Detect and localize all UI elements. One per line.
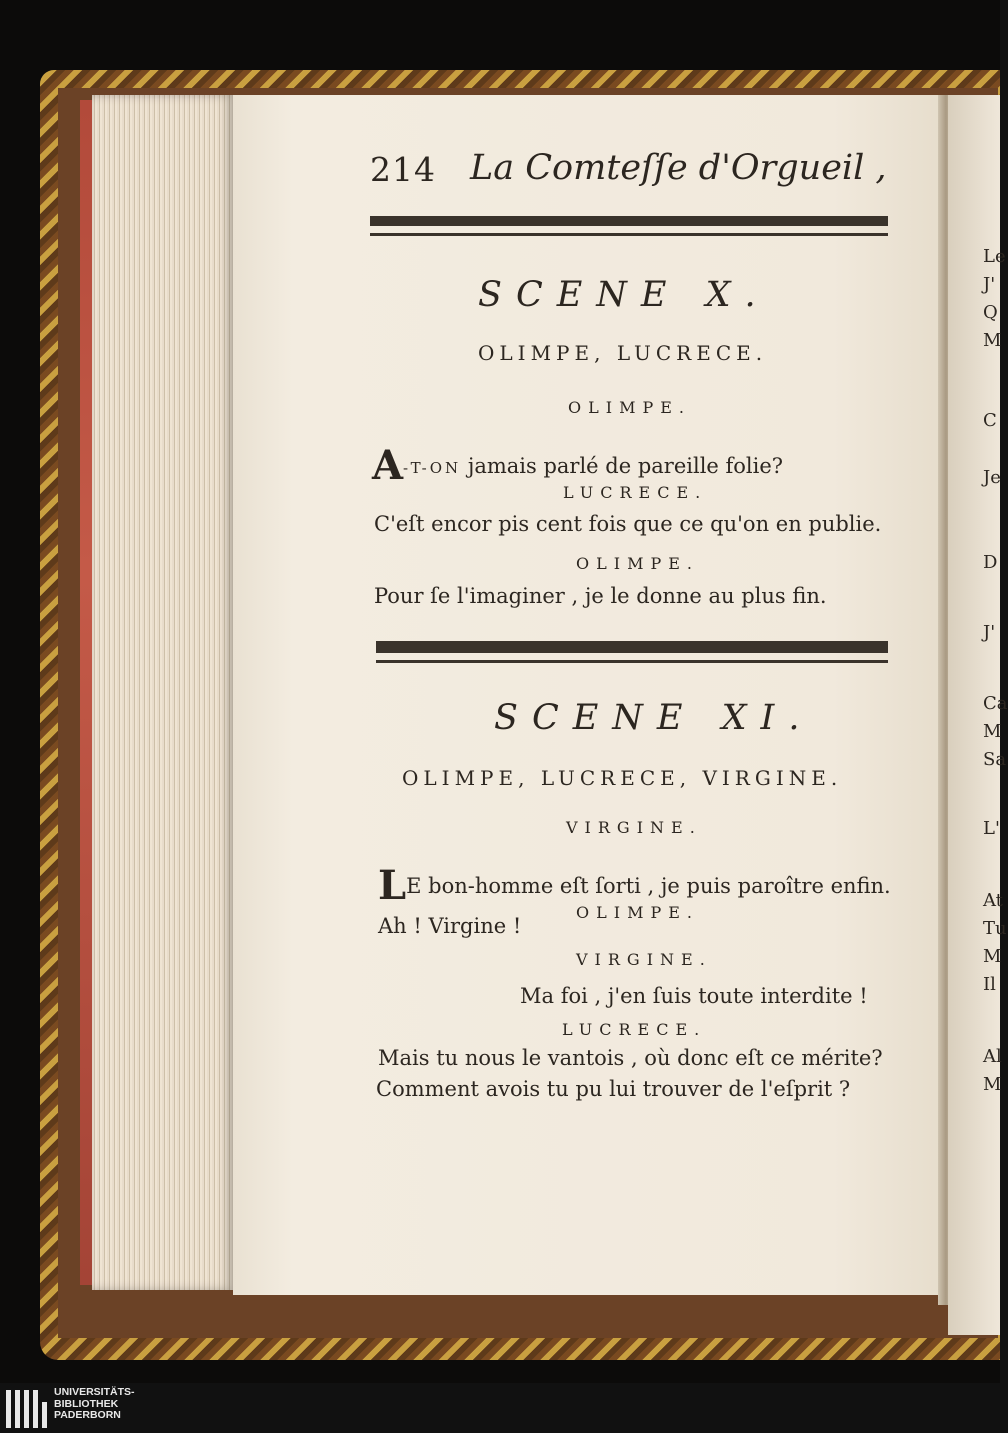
verse-line: Comment avois tu pu lui trouver de l'eſprit ? [376, 1077, 851, 1101]
running-title: La Comteſſe d'Orgueil , [470, 148, 887, 188]
speaker-label: LUCRECE. [562, 1020, 707, 1039]
speaker-label: LUCRECE. [563, 483, 708, 502]
page-number: 214 [370, 150, 436, 189]
speaker-label: VIRGINE. [576, 950, 712, 969]
scene-xi-title: SCENE XI. [494, 698, 814, 738]
facing-page-fragment: M [983, 330, 1002, 351]
scene-xi-cast: OLIMPE, LUCRECE, VIRGINE. [402, 766, 843, 790]
facing-page-fragment: Al [983, 1046, 1002, 1067]
footer-bar [0, 1383, 1000, 1433]
facing-page-fragment: Sa [983, 749, 1007, 770]
header-rule-thin [370, 233, 888, 236]
facing-page-fragment: Tu [983, 918, 1007, 939]
facing-page-fragment: M [983, 721, 1002, 742]
header-rule-thick [370, 216, 888, 226]
facing-page-fragment: D [983, 552, 998, 573]
verse-line: Ma foi , j'en ſuis toute interdite ! [520, 984, 868, 1008]
facing-page-fragment: C [983, 410, 997, 431]
facing-page-fragment: M [983, 1074, 1002, 1095]
verse-line [378, 856, 891, 909]
verse-text: jamais parlé de pareille folie? [461, 454, 784, 478]
speaker-label: VIRGINE. [566, 818, 702, 837]
scene-x-cast: OLIMPE, LUCRECE. [478, 341, 768, 365]
verse-line: Ah ! Virgine ! [378, 914, 522, 938]
speaker-label: OLIMPE. [576, 903, 699, 922]
facing-page-fragment: Q [983, 302, 998, 323]
verse-line [372, 436, 784, 489]
drop-capital: L [378, 862, 407, 909]
facing-page-fragment: L' [983, 818, 1000, 839]
facing-page-fragment: Ca [983, 693, 1008, 714]
scene-rule-thin [376, 660, 888, 663]
scene-rule-thick [376, 641, 888, 653]
page-block-edges [92, 95, 234, 1290]
facing-page-fragment: J' [983, 622, 996, 643]
verse-line: Pour ſe l'imaginer , je le donne au plus fin. [374, 584, 827, 608]
facing-page-fragment: At [983, 890, 1003, 911]
scene-x-title: SCENE X. [478, 275, 770, 315]
facing-page-fragment: Je [983, 467, 1001, 488]
facing-page-fragment: J' [983, 274, 996, 295]
speaker-label: OLIMPE. [568, 398, 691, 417]
library-name: UNIVERSITÄTS- BIBLIOTHEK PADERBORN [54, 1386, 135, 1421]
speaker-label: OLIMPE. [576, 554, 699, 573]
small-caps-text: -T-ON [403, 459, 462, 477]
facing-page-fragment: Il [983, 974, 996, 995]
drop-capital: A [372, 442, 404, 489]
facing-page-fragment: M [983, 946, 1002, 967]
verse-text: E bon-homme eſt ſorti , je puis paroître enfin. [406, 874, 891, 898]
facing-page-fragment: Le [983, 246, 1006, 267]
verse-line: C'eſt encor pis cent fois que ce qu'on en publie. [374, 512, 882, 536]
library-logo-icon [6, 1390, 48, 1428]
verse-line: Mais tu nous le vantois , où donc eſt ce mérite? [378, 1046, 883, 1070]
